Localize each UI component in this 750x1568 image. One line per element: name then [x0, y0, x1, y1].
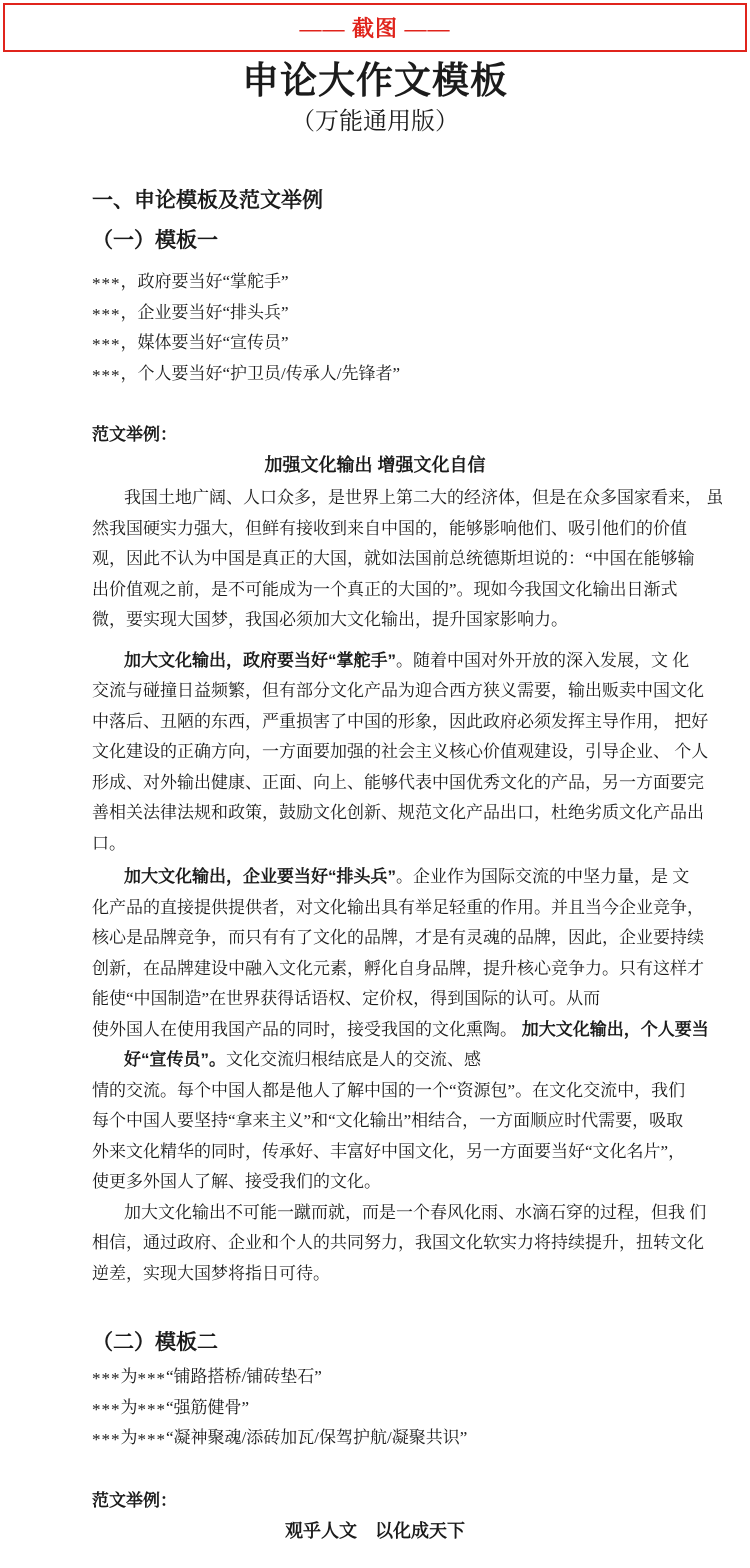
- essay-text-run: 情的交流。每个中国人都是他人了解中国的一个“资源包”。在文化交流中，我们: [92, 1080, 686, 1100]
- essay-text-run: 我国土地广阔、人口众多，是世界上第二大的经济体，但是在众多国家看来， 虽: [124, 488, 724, 507]
- essay-bold-run: 加大文化输出，个人要当: [517, 1019, 709, 1039]
- essay-text-run: 相信，通过政府、企业和个人的共同努力，我国文化软实力将持续提升，扭转文化: [92, 1233, 704, 1252]
- essay-text-run: 使更多外国人了解、接受我们的文化。: [92, 1172, 381, 1191]
- essay1-title: 加强文化输出 增强文化自信: [264, 455, 486, 475]
- asterisk-placeholder: ***: [92, 1369, 121, 1388]
- essay-text-run: 微，要实现大国梦，我国必须加大文化输出，提升国家影响力。: [92, 610, 568, 629]
- essay-line: [92, 1015, 750, 1046]
- template-pattern-line: [92, 328, 750, 359]
- essay-line: [92, 862, 750, 893]
- template-pattern-line: [92, 1362, 750, 1393]
- essay-text-run: 观，因此不认为中国是真正的大国，就如法国前总统德斯坦说的：“中国在能够输: [92, 549, 695, 568]
- essay-text-run: 使外国人在使用我国产品的同时，接受我国的文化熏陶。: [92, 1019, 517, 1039]
- pattern-text: ，企业要当好“排头兵”: [120, 302, 289, 322]
- template-pattern-line: [92, 1393, 750, 1424]
- document-subtitle: （万能通用版）: [291, 109, 459, 135]
- essay-text-run: 化产品的直接提供提供者，对文化输出具有举足轻重的作用。并且当今企业竞争，: [92, 897, 704, 917]
- document-title: 申论大作文模板: [242, 61, 508, 102]
- template1-heading: （一）模板一: [92, 229, 218, 252]
- essay-line: [92, 1106, 750, 1137]
- essay-text-run: 形成、对外输出健康、正面、向上、能够代表中国优秀文化的产品，另一方面要完: [92, 772, 704, 792]
- essay1-body: [92, 483, 750, 1289]
- essay-text-run: 文化交流归根结底是人的交流、感: [226, 1050, 481, 1069]
- essay-text-run: 口。: [92, 833, 126, 853]
- template-pattern-line: [92, 1423, 750, 1454]
- essay-line: [92, 768, 750, 799]
- asterisk-placeholder: ***: [137, 1399, 166, 1419]
- pattern-text: 为: [120, 1428, 138, 1447]
- essay-line: [92, 893, 750, 924]
- asterisk-placeholder: ***: [92, 365, 121, 385]
- essay-line: [92, 1167, 750, 1198]
- essay-paragraph: [92, 1198, 750, 1290]
- asterisk-placeholder: ***: [92, 1430, 121, 1449]
- essay-line: [92, 676, 750, 707]
- essay-line: [92, 575, 750, 606]
- pattern-text: “凝神聚魂/添砖加瓦/保驾护航/凝聚共识”: [166, 1428, 468, 1447]
- pattern-text: ，个人要当好“护卫员/传承人/先锋者”: [120, 363, 401, 383]
- essay-bold-run: 加大文化输出，政府要当好“掌舵手”: [124, 650, 396, 670]
- pattern-text: “铺路搭桥/铺砖垫石”: [166, 1367, 322, 1386]
- essay-line: [92, 1045, 750, 1076]
- essay-text-run: 出价值观之前，是不可能成为一个真正的大国的”。现如今我国文化输出日渐式: [92, 579, 678, 599]
- essay-text-run: 文化建设的正确方向，一方面要加强的社会主义核心价值观建设，引导企业、 个人: [92, 742, 709, 761]
- essay-line: [92, 1259, 750, 1290]
- essay-paragraph: [92, 483, 750, 636]
- asterisk-placeholder: ***: [92, 335, 121, 354]
- asterisk-placeholder: ***: [137, 1430, 166, 1449]
- essay-bold-run: 加大文化输出，企业要当好“排头兵”: [124, 867, 396, 886]
- pattern-text: ，媒体要当好“宣传员”: [120, 333, 289, 352]
- essay-line: [92, 707, 750, 738]
- essay-bold-run: 好“宣传员”。: [124, 1050, 226, 1069]
- asterisk-placeholder: ***: [92, 304, 121, 324]
- essay-text-run: 能使“中国制造”在世界获得话语权、定价权，得到国际的认可。从而: [92, 989, 601, 1008]
- essay-text-run: 加大文化输出不可能一蹴而就，而是一个春风化雨、水滴石穿的过程，但我 们: [124, 1202, 707, 1222]
- template1-example-label: 范文举例：: [92, 425, 177, 444]
- template2-example-label: 范文举例：: [92, 1490, 177, 1510]
- template2-pattern-lines: [92, 1362, 750, 1454]
- essay-line: [92, 1228, 750, 1259]
- template2-heading: （二）模板二: [92, 1331, 218, 1354]
- screenshot-banner: [3, 3, 747, 52]
- essay-text-run: 善相关法律法规和政策，鼓励文化创新、规范文化产品出口，杜绝劣质文化产品出: [92, 803, 704, 822]
- essay-text-run: 。随着中国对外开放的深入发展，文 化: [396, 650, 690, 670]
- essay-line: [92, 646, 750, 677]
- essay-line: [92, 954, 750, 985]
- pattern-text: 为: [120, 1367, 138, 1386]
- essay-text-run: 。企业作为国际交流的中坚力量，是 文: [396, 867, 690, 886]
- essay-line: [92, 514, 750, 545]
- asterisk-placeholder: ***: [92, 274, 121, 293]
- pattern-text: ，政府要当好“掌舵手”: [120, 272, 289, 291]
- essay-paragraph: [92, 646, 750, 860]
- essay-line: [92, 829, 750, 860]
- essay2-title: 观乎人文 以化成天下: [285, 1520, 465, 1541]
- essay-text-run: 逆差，实现大国梦将指日可待。: [92, 1263, 330, 1283]
- essay-line: [92, 483, 750, 514]
- screenshot-banner-label: —— 截图 ——: [299, 16, 451, 41]
- essay-text-run: 外来文化精华的同时，传承好、丰富好中国文化，另一方面要当好“文化名片”，: [92, 1141, 686, 1161]
- pattern-text: 为: [120, 1397, 138, 1417]
- essay-paragraph: [92, 862, 750, 1198]
- essay-line: [92, 923, 750, 954]
- template1-pattern-lines: [92, 267, 750, 389]
- essay-text-run: 核心是品牌竞争，而只有有了文化的品牌，才是有灵魂的品牌，因此，企业要持续: [92, 928, 704, 947]
- essay-line: [92, 1198, 750, 1229]
- essay-line: [92, 1137, 750, 1168]
- essay-text-run: 交流与碰撞日益频繁，但有部分文化产品为迎合西方狭义需要，输出贩卖中国文化: [92, 681, 704, 700]
- essay-text-run: 创新，在品牌建设中融入文化元素，孵化自身品牌，提升核心竞争力。只有这样才: [92, 958, 704, 978]
- essay-line: [92, 1076, 750, 1107]
- document-page: [0, 3, 750, 1568]
- template-pattern-line: [92, 298, 750, 329]
- template-pattern-line: [92, 359, 750, 390]
- essay-line: [92, 984, 750, 1015]
- essay-text-run: 每个中国人要坚持“拿来主义”和“文化输出”相结合，一方面顺应时代需要，吸取: [92, 1111, 684, 1130]
- template-pattern-line: [92, 267, 750, 298]
- section-heading: 一、申论模板及范文举例: [92, 189, 323, 212]
- essay-line: [92, 605, 750, 636]
- asterisk-placeholder: ***: [137, 1369, 166, 1388]
- essay-text-run: 中落后、丑陋的东西，严重损害了中国的形象，因此政府必须发挥主导作用， 把好: [92, 711, 709, 731]
- pattern-text: “强筋健骨”: [166, 1397, 250, 1417]
- essay-text-run: 然我国硬实力强大，但鲜有接收到来自中国的，能够影响他们、吸引他们的价值: [92, 518, 687, 538]
- essay-line: [92, 798, 750, 829]
- essay-line: [92, 737, 750, 768]
- asterisk-placeholder: ***: [92, 1399, 121, 1419]
- essay-line: [92, 544, 750, 575]
